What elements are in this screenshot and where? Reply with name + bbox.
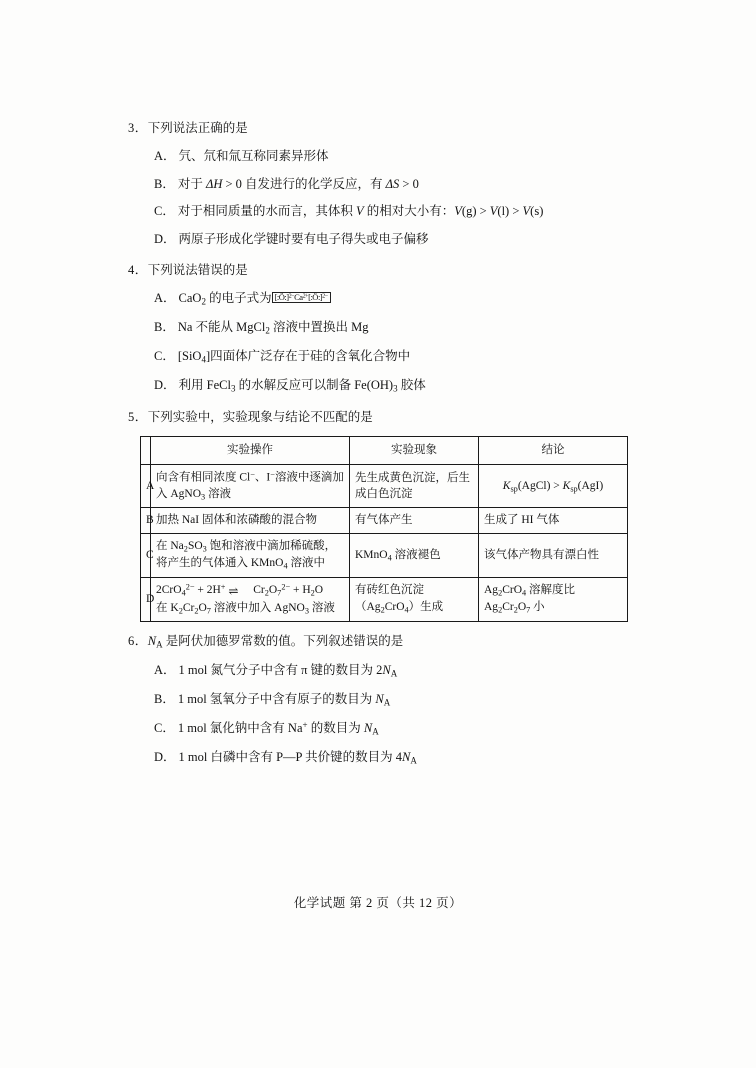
option-text: CaO$_2$ 的电子式为 xyxy=(178,290,272,307)
option-text: 对于 ΔH > 0 自发进行的化学反应，有 ΔS > 0 xyxy=(177,176,419,191)
option-text: 1 mol 白磷中含有 P—P 共价键的数目为 $4N_A$ xyxy=(178,749,417,766)
cell-conclusion-d: $Ag_2CrO_4$ 溶解度比 $Ag_2Cr_2O_7$ 小 xyxy=(479,577,628,621)
question-5 xyxy=(128,408,638,622)
page-footer: 化学试题 第 2 页（共 12 页） xyxy=(293,896,463,910)
question-3-text: 下列说法正确的是 xyxy=(147,121,248,135)
option-label: C． xyxy=(154,720,175,735)
option-text: 1 mol 氢氧分子中含有原子的数目为 $N_A$ xyxy=(177,691,391,708)
question-4-stem xyxy=(128,261,638,280)
page-content xyxy=(128,110,638,772)
option-text: 利用 FeCl$_3$ 的水解反应可以制备 $Fe(OH)_3$ 胶体 xyxy=(178,377,426,394)
option-label: A． xyxy=(154,662,176,677)
option-text: 1 mol 氮气分子中含有 π 键的数目为 $2N_A$ xyxy=(178,662,398,679)
question-4-text: 下列说法错误的是 xyxy=(147,262,248,277)
table-row xyxy=(141,534,628,578)
question-4-option-a xyxy=(154,289,638,309)
table-header-row xyxy=(141,437,628,465)
question-6-option-b xyxy=(154,690,638,710)
header-operation: 实验操作 xyxy=(151,437,350,465)
cell-conclusion-a: $K_{sp}(AgCl) > K_{sp}(AgI)$ xyxy=(479,464,628,507)
lewis-structure-cao2: $[:Ö:]^{2-}Ca^{2+}[:Ö:]^{2-}$ xyxy=(272,292,331,303)
question-3-stem xyxy=(128,119,638,138)
option-label: C． xyxy=(154,348,175,363)
cell-conclusion-c: 该气体产物具有漂白性 xyxy=(479,534,628,578)
option-text: 两原子形成化学键时要有电子得失或电子偏移 xyxy=(178,232,429,246)
question-5-text: 下列实验中，实验现象与结论不匹配的是 xyxy=(147,409,373,424)
question-6 xyxy=(128,632,638,768)
header-conclusion: 结论 xyxy=(479,437,628,465)
question-5-number: 5． xyxy=(128,409,148,424)
option-label: B． xyxy=(154,691,175,706)
cell-phenomenon-b: 有气体产生 xyxy=(350,508,479,534)
table-row xyxy=(141,464,628,507)
experiment-table xyxy=(140,436,628,622)
question-6-option-d xyxy=(154,748,638,768)
row-label-a: A xyxy=(141,464,151,507)
question-3-option-c xyxy=(154,202,638,221)
question-6-stem xyxy=(128,632,638,652)
option-label: A． xyxy=(154,290,176,305)
option-label: B． xyxy=(154,319,175,334)
option-label: C． xyxy=(154,204,175,219)
question-3 xyxy=(128,119,638,249)
option-text: 氕、氘和氚互称同素异形体 xyxy=(178,148,329,163)
option-text: [SiO$_4$]四面体广泛存在于硅的含氧化合物中 xyxy=(177,348,411,365)
question-6-number: 6． xyxy=(128,633,148,648)
question-4-option-d xyxy=(154,376,638,396)
table-row xyxy=(141,577,628,621)
row-label-c: C xyxy=(141,534,151,578)
cell-phenomenon-a: 先生成黄色沉淀，后生成白色沉淀 xyxy=(350,464,479,507)
question-6-text: $N_A$ 是阿伏加德罗常数的值。下列叙述错误的是 xyxy=(147,633,404,650)
option-label: A． xyxy=(154,148,176,163)
question-6-option-a xyxy=(154,661,638,681)
question-4-number: 4． xyxy=(128,262,148,277)
cell-phenomenon-d: 有砖红色沉淀$(Ag_2CrO_4)$生成 xyxy=(350,577,479,621)
option-label: D． xyxy=(154,232,176,246)
cell-operation-c: 在 $Na_2SO_3$ 饱和溶液中滴加稀硫酸，将产生的气体通入 KMnO$_4$ 溶液中 xyxy=(151,534,350,578)
option-text: Na 不能从 MgCl$_2$ 溶液中置换出 Mg xyxy=(177,319,369,336)
header-blank xyxy=(141,437,151,465)
question-6-option-c xyxy=(154,719,638,739)
question-4 xyxy=(128,261,638,396)
question-3-option-b xyxy=(154,175,638,194)
header-phenomenon: 实验现象 xyxy=(350,437,479,465)
row-label-d: D xyxy=(141,577,151,621)
question-3-number: 3． xyxy=(128,121,148,135)
row-label-b: B xyxy=(141,508,151,534)
option-text: 1 mol 氯化钠中含有 Na+ 的数目为 $N_A$ xyxy=(177,720,379,737)
question-3-option-d xyxy=(154,230,638,249)
question-3-option-a xyxy=(154,147,638,166)
option-text: 对于相同质量的水而言，其体积 V 的相对大小有：V(g) > V(l) > V(s) xyxy=(177,204,544,219)
question-4-option-c xyxy=(154,347,638,367)
cell-operation-a: 向含有相同浓度 Cl−、I−溶液中逐滴加入 AgNO$_3$ 溶液 xyxy=(151,464,350,507)
option-label: B． xyxy=(154,176,175,191)
cell-phenomenon-c: KMnO$_4$ 溶液褪色 xyxy=(350,534,479,578)
option-label: D． xyxy=(154,377,176,392)
cell-operation-d: 2CrO$_4^{2-}$ + 2H+ ⇌ $Cr_2O_7^{2-} + H_2O$ 在 $K_2Cr_2O_7$ 溶液中加入 AgNO$_3$ 溶液 xyxy=(151,577,350,621)
table-row xyxy=(141,508,628,534)
question-4-option-b xyxy=(154,318,638,338)
cell-conclusion-b: 生成了 HI 气体 xyxy=(479,508,628,534)
option-label: D． xyxy=(154,749,176,764)
cell-operation-b: 加热 NaI 固体和浓磷酸的混合物 xyxy=(151,508,350,534)
question-5-stem xyxy=(128,408,638,427)
